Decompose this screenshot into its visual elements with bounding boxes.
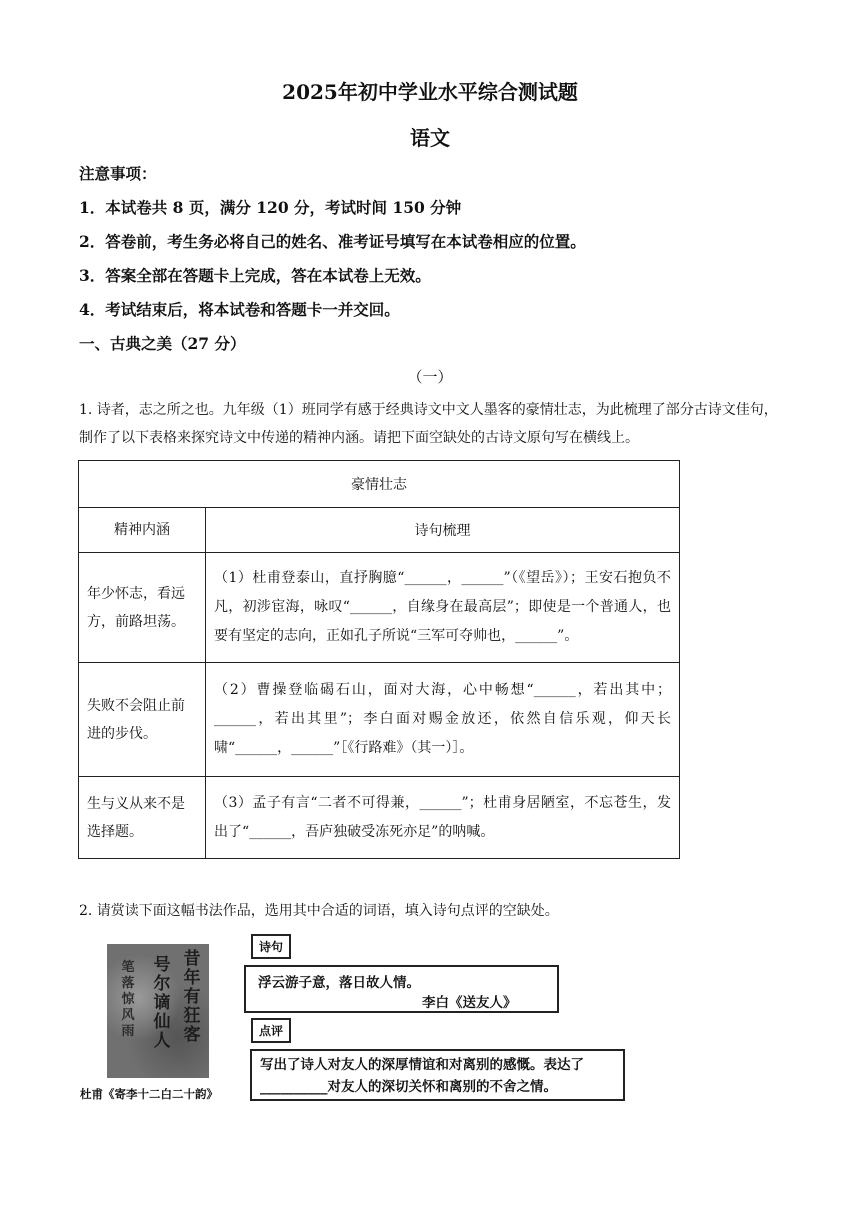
poetry-table [78,460,680,859]
subject-title: 语文 [410,126,450,150]
comment-tag: 点评 [251,1018,291,1043]
table-header-content: 诗句梳理 [206,508,680,553]
comment-box [250,1049,625,1101]
spirit-cell: 年少怀志，看远方，前路坦荡。 [79,553,206,663]
exam-title: 2025年初中学业水平综合测试题 [282,80,578,104]
spirit-cell: 生与义从来不是选择题。 [79,777,206,859]
part-label: （一） [407,368,453,386]
question-1-text: 1. 诗者，志之所之也。九年级（1）班同学有感于经典诗文中文人墨客的豪情壮志，为此梳理了部分古诗文佳句，制作了以下表格来探究诗文中传递的精神内涵。请把下面空缺处的古诗文原句写在横线上。 [79,402,778,446]
poem-tag: 诗句 [251,934,291,959]
question-2-text: 2. 请赏读下面这幅书法作品，选用其中合适的词语，填入诗句点评的空缺处。 [79,903,559,919]
content-cell: （1）杜甫登泰山，直抒胸臆“______，______”（《望岳》）；王安石抱负不凡，初涉宦海，咏叹“______，自缘身在最高层”；即使是一个普通人，也要有坚定的志向，正如孔子所说“三军可夺帅也，______”。 [206,553,680,663]
calligraphy-column-right: 昔年有狂客 [183,949,201,1045]
calligraphy-image [107,944,209,1078]
table-row [79,553,680,663]
poem-box [244,965,559,1013]
content-cell: （3）孟子有言“二者不可得兼，______”；杜甫身居陋室，不忘苍生，发出了“______，吾庐独破受冻死亦足”的呐喊。 [206,777,680,859]
calligraphy-column-middle: 号尔谪仙人 [153,955,171,1051]
poem-source: 李白《送友人》 [422,995,517,1011]
notice-item-4: 4．考试结束后，将本试卷和答题卡一并交回。 [79,300,400,319]
table-caption: 豪情壮志 [79,461,680,508]
notice-item-2: 2．答卷前，考生务必将自己的姓名、准考证号填写在本试卷相应的位置。 [79,232,586,251]
content-cell: （2）曹操登临碣石山，面对大海，心中畅想“______，若出其中；______，若出其里”；李白面对赐金放还，依然自信乐观，仰天长啸“______，______”［《行路难》（其一）］。 [206,663,680,777]
poem-line: 浮云游子意，落日故人情。 [258,975,420,991]
notice-item-3: 3．答案全部在答题卡上完成，答在本试卷上无效。 [79,266,431,285]
notice-item-1: 1．本试卷共 8 页，满分 120 分，考试时间 150 分钟 [79,198,462,217]
table-header-spirit: 精神内涵 [79,508,206,553]
section-heading: 一、古典之美（27 分） [79,334,246,353]
spirit-cell: 失败不会阻止前进的步伐。 [79,663,206,777]
notice-heading: 注意事项： [79,164,157,183]
table-row [79,663,680,777]
calligraphy-caption: 杜甫《寄李十二白二十韵》 [80,1087,218,1101]
table-row [79,777,680,859]
calligraphy-column-left: 笔落惊风雨 [121,960,135,1039]
comment-text: 写出了诗人对友人的深厚情谊和对离别的感慨。表达了__________对友人的深切关怀和离别的不舍之情。 [260,1057,584,1095]
